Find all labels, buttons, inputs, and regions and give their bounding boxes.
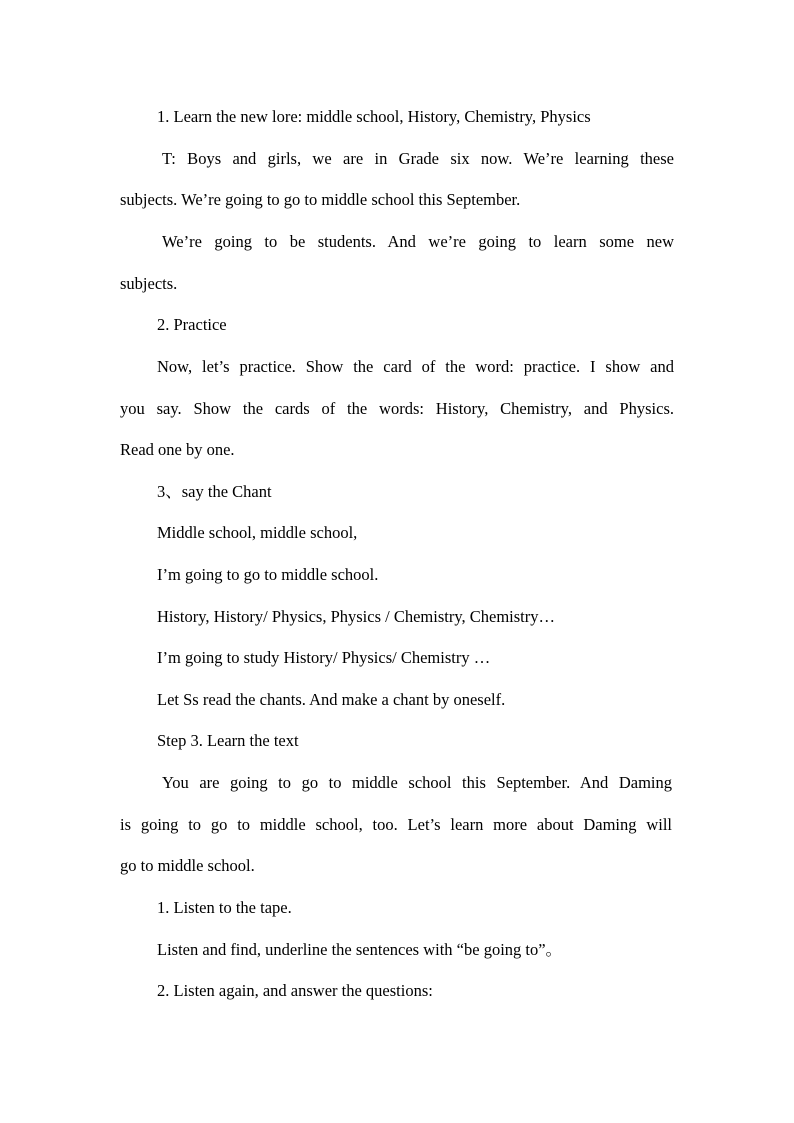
paragraph-line: Now, let’s practice. Show the card of the word: practice. I show and [157,357,674,376]
paragraph-line: you say. Show the cards of the words: History, Chemistry, and Physics. [120,399,674,418]
chant-line: Middle school, middle school, [157,523,358,542]
chant-line: I’m going to study History/ Physics/ Chemistry … [157,648,491,667]
paragraph-line: subjects. [120,274,178,293]
paragraph-line: Read one by one. [120,440,235,459]
heading-say-the-chant: 3、say the Chant [157,482,272,501]
paragraph-line: You are going to go to middle school this September. And Daming [162,773,672,792]
heading-step-3: Step 3. Learn the text [157,731,299,750]
paragraph-line: is going to go to middle school, too. Let’s learn more about Daming will [120,815,672,834]
chant-line: History, History/ Physics, Physics / Chemistry, Chemistry… [157,607,555,626]
paragraph-line: Listen and find, underline the sentences with “be going to”。 [157,940,563,959]
paragraph-line: We’re going to be students. And we’re going to learn some new [162,232,674,251]
paragraph-line: subjects. We’re going to go to middle school this September. [120,190,521,209]
chant-line: I’m going to go to middle school. [157,565,379,584]
heading-practice: 2. Practice [157,315,227,334]
heading-learn-new-lore: 1. Learn the new lore: middle school, History, Chemistry, Physics [157,107,591,126]
paragraph-line: T: Boys and girls, we are in Grade six now. We’re learning these [162,149,674,168]
heading-listen-again: 2. Listen again, and answer the questions: [157,981,433,1000]
paragraph-line: go to middle school. [120,856,255,875]
heading-listen-to-tape: 1. Listen to the tape. [157,898,292,917]
paragraph-line: Let Ss read the chants. And make a chant by oneself. [157,690,506,709]
